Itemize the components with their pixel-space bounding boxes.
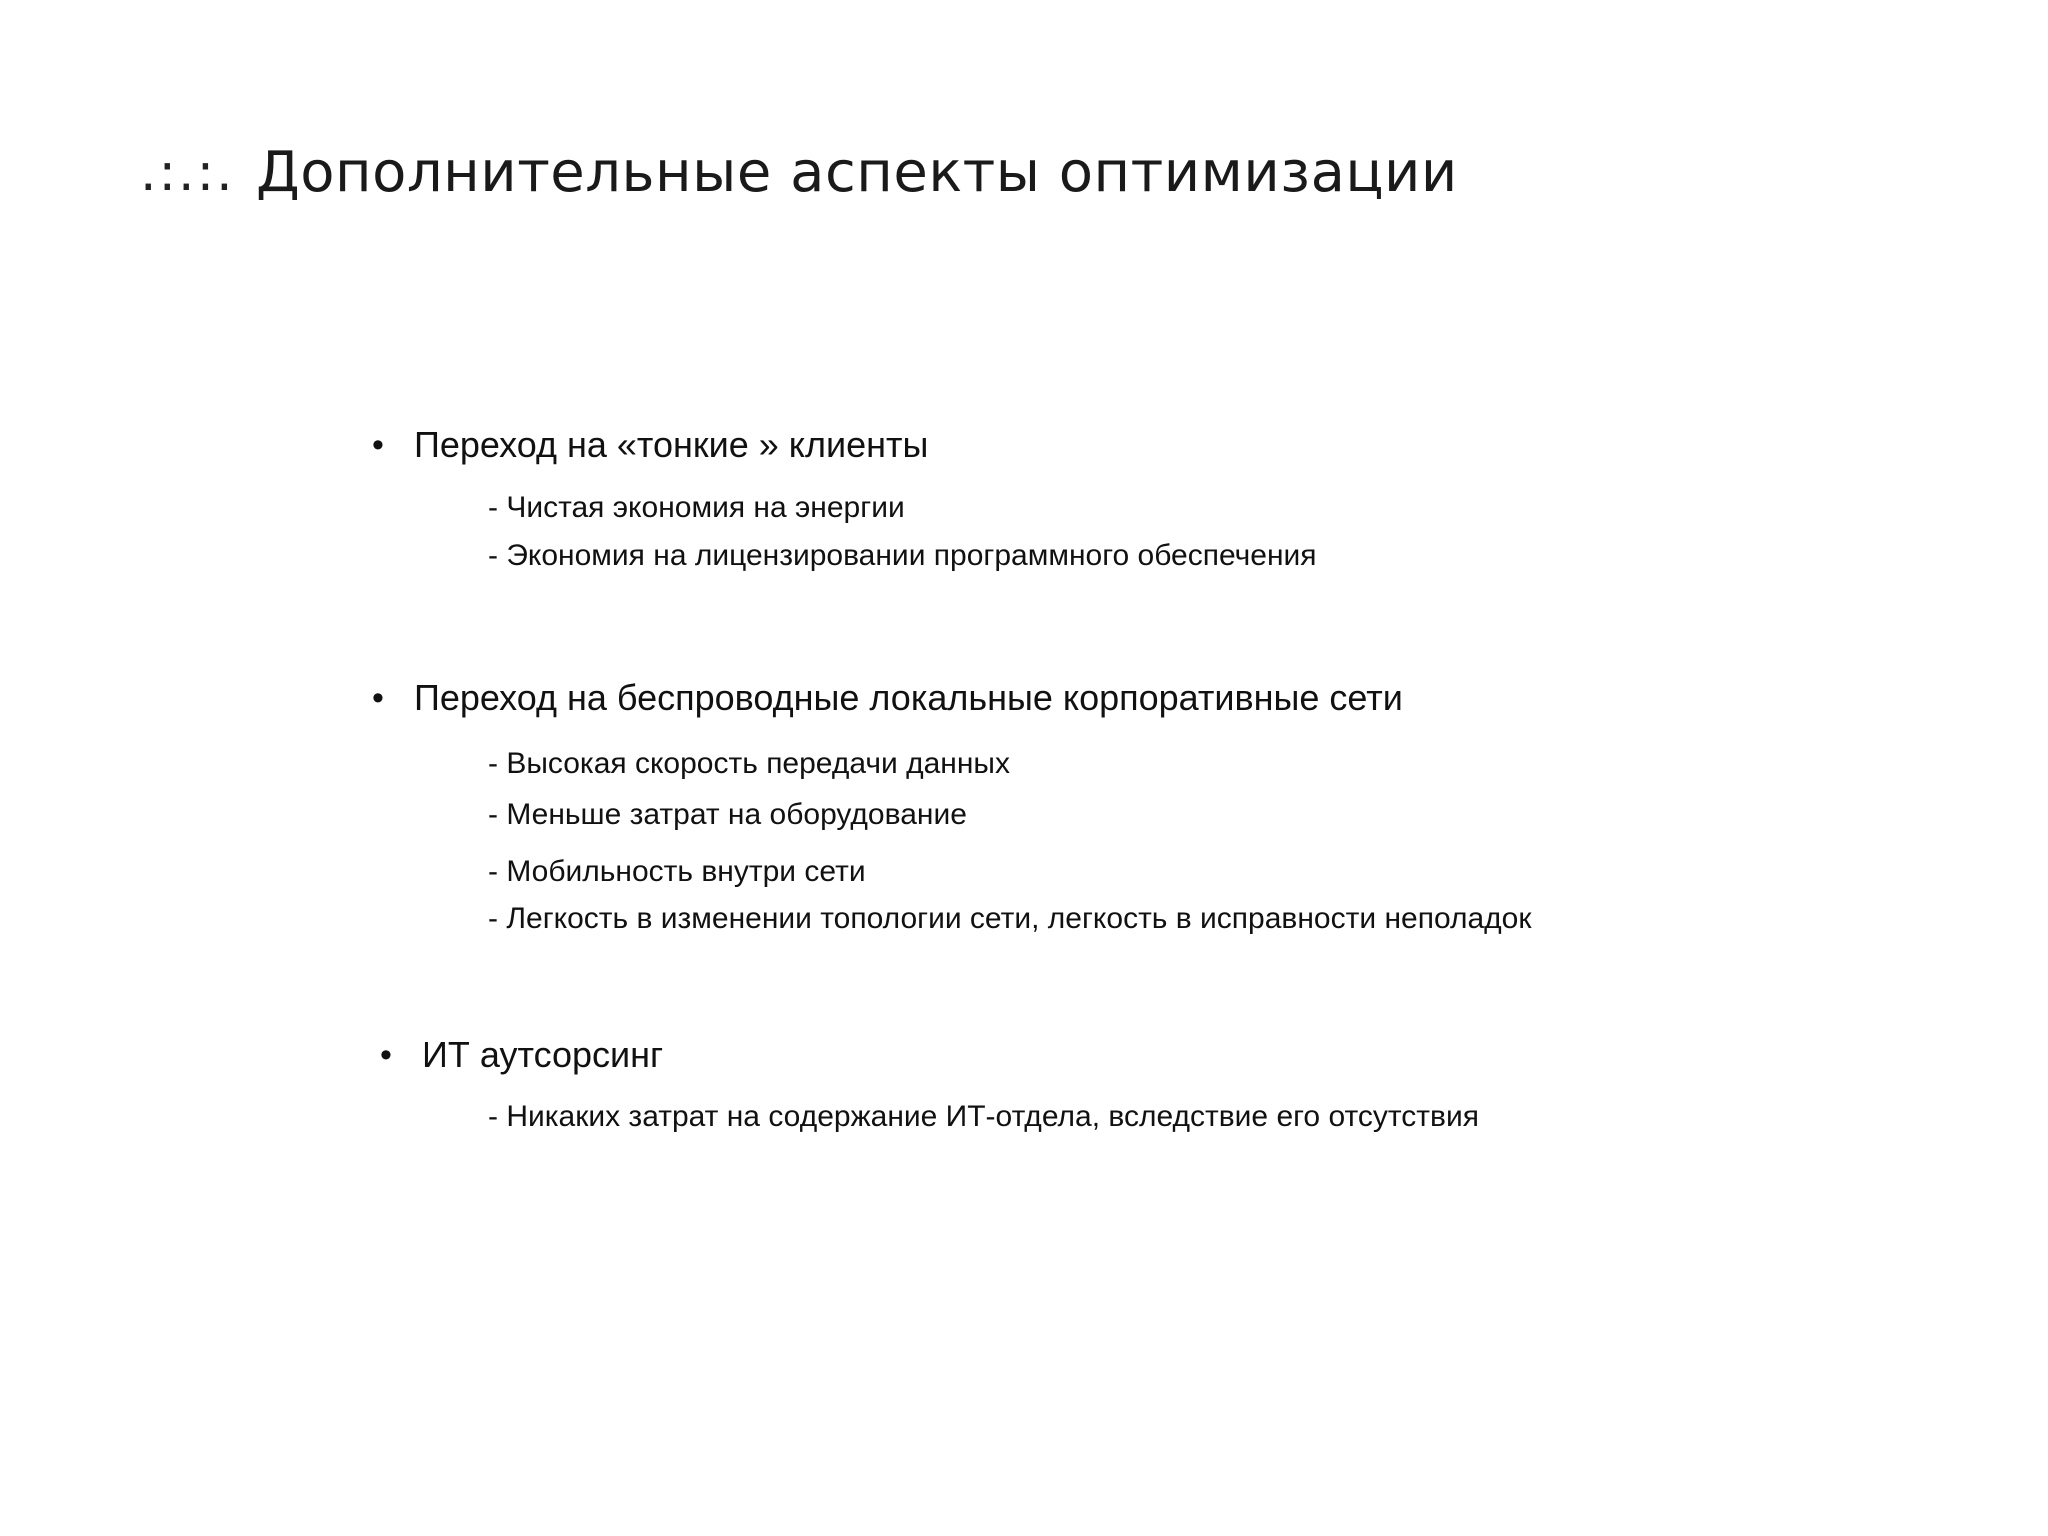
sub-item: - Меньше затрат на оборудование — [488, 798, 967, 831]
title-ornament: .:.:. — [140, 142, 235, 203]
bullet-marker: • — [380, 1036, 392, 1074]
sub-item: - Чистая экономия на энергии — [488, 491, 905, 524]
sub-item: - Мобильность внутри сети — [488, 855, 866, 888]
slide-title — [140, 140, 1458, 205]
bullet-marker: • — [372, 426, 384, 464]
page-title: Дополнительные аспекты оптимизации — [256, 140, 1458, 205]
sub-item: - Никаких затрат на содержание ИТ-отдела, вследствие его отсутствия — [488, 1100, 1479, 1133]
bullet-heading: Переход на беспроводные локальные корпоративные сети — [414, 677, 1403, 718]
sub-item: - Экономия на лицензировании программного обеспечения — [488, 539, 1317, 572]
bullet-it-outsourcing — [380, 1034, 663, 1076]
bullet-wireless-networks — [372, 677, 1403, 719]
sub-item: - Легкость в изменении топологии сети, легкость в исправности неполадок — [488, 902, 1532, 935]
bullet-thin-clients — [372, 424, 928, 466]
bullet-heading: ИТ аутсорсинг — [422, 1034, 664, 1075]
bullet-heading: Переход на «тонкие » клиенты — [414, 424, 929, 465]
bullet-marker: • — [372, 679, 384, 717]
sub-item: - Высокая скорость передачи данных — [488, 747, 1010, 780]
